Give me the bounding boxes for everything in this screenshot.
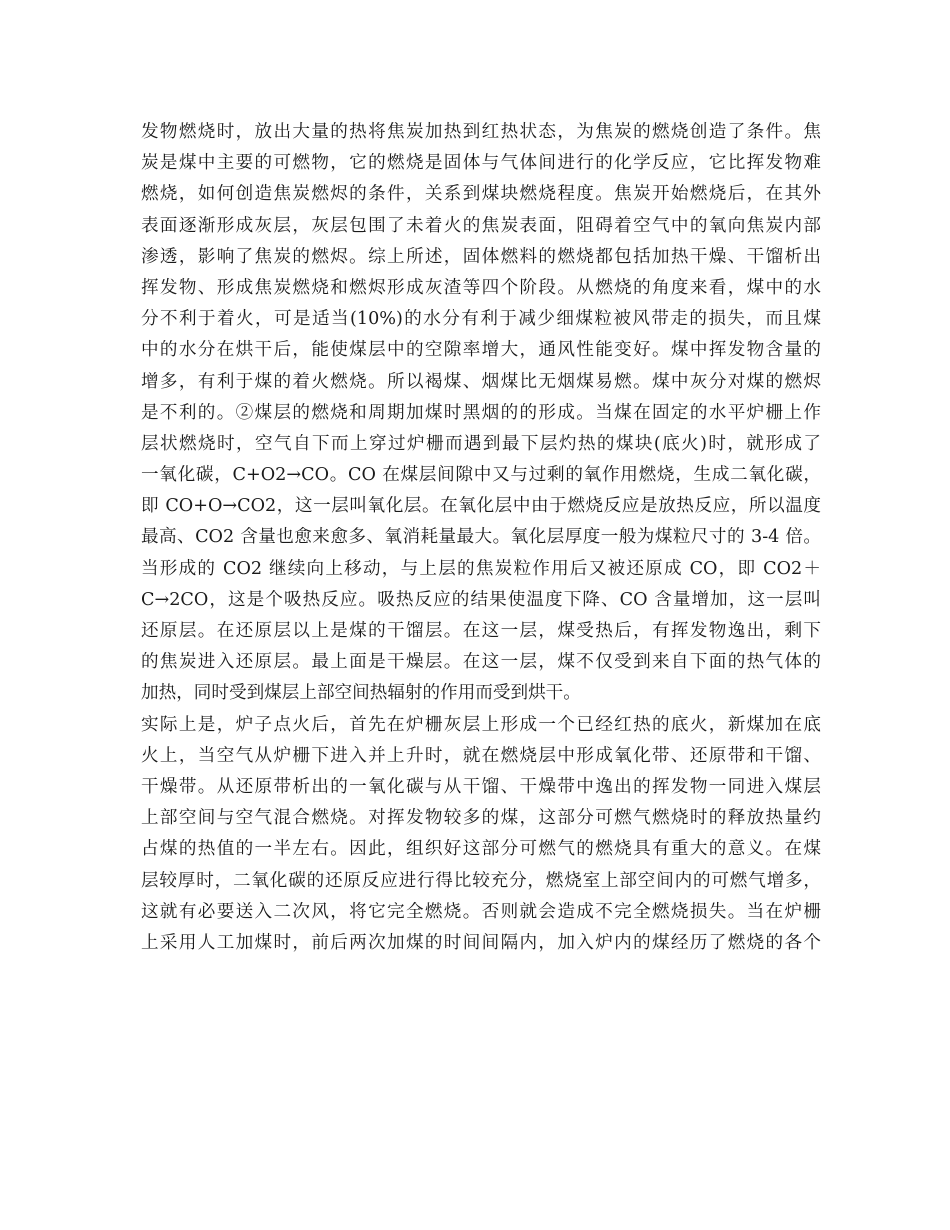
text-line: 火上，当空气从炉栅下进入并上升时，就在燃烧层中形成氧化带、还原带和干馏、 xyxy=(141,745,821,766)
text-line: 的焦炭进入还原层。最上面是干燥层。在这一层，煤不仅受到来自下面的热气体的 xyxy=(141,652,821,673)
text-line: C→2CO，这是个吸热反应。吸热反应的结果使温度下降、CO 含量增加，这一层叫 xyxy=(141,589,821,610)
text-line: 挥发物、形成焦炭燃烧和燃烬形成灰渣等四个阶段。从燃烧的角度来看，煤中的水 xyxy=(141,277,821,298)
text-line: 增多，有利于煤的着火燃烧。所以褐煤、烟煤比无烟煤易燃。煤中灰分对煤的燃烬 xyxy=(141,371,821,392)
text-line: 燃烧，如何创造焦炭燃烬的条件，关系到煤块燃烧程度。焦炭开始燃烧后，在其外 xyxy=(141,184,821,205)
text-line: 发物燃烧时，放出大量的热将焦炭加热到红热状态，为焦炭的燃烧创造了条件。焦 xyxy=(141,122,821,142)
text-line: 这就有必要送入二次风，将它完全燃烧。否则就会造成不完全燃烧损失。当在炉栅 xyxy=(141,901,821,922)
text-line: 最高、CO2 含量也愈来愈多、氧消耗量最大。氧化层厚度一般为煤粒尺寸的 3-4 倍。 xyxy=(141,527,821,548)
text-line: 层状燃烧时，空气自下而上穿过炉栅而遇到最下层灼热的煤块(底火)时，就形成了 xyxy=(141,433,821,454)
text-line: 上部空间与空气混合燃烧。对挥发物较多的煤，这部分可燃气燃烧时的释放热量约 xyxy=(141,808,821,829)
text-line: 炭是煤中主要的可燃物，它的燃烧是固体与气体间进行的化学反应，它比挥发物难 xyxy=(141,153,821,174)
text-line: 渗透，影响了焦炭的燃烬。综上所述，固体燃料的燃烧都包括加热干燥、干馏析出 xyxy=(141,246,821,267)
text-line: 实际上是，炉子点火后，首先在炉栅灰层上形成一个已经红热的底火，新煤加在底 xyxy=(141,714,821,735)
text-line: 上采用人工加煤时，前后两次加煤的时间间隔内，加入炉内的煤经历了燃烧的各个 xyxy=(141,932,821,953)
text-line: 即 CO+O→CO2，这一层叫氧化层。在氧化层中由于燃烧反应是放热反应，所以温度 xyxy=(141,496,821,517)
text-line: 一氧化碳，C+O2→CO。CO 在煤层间隙中又与过剩的氧作用燃烧，生成二氧化碳， xyxy=(141,465,821,486)
text-line: 表面逐渐形成灰层，灰层包围了未着火的焦炭表面，阻碍着空气中的氧向焦炭内部 xyxy=(141,215,821,236)
body-text xyxy=(141,117,821,959)
paragraph-1 xyxy=(141,117,821,710)
paragraph-2 xyxy=(141,710,821,960)
text-line: 干燥带。从还原带析出的一氧化碳与从干馏、干燥带中逸出的挥发物一同进入煤层 xyxy=(141,776,821,797)
text-line: 还原层。在还原层以上是煤的干馏层。在这一层，煤受热后，有挥发物逸出，剩下 xyxy=(141,621,821,641)
text-line: 中的水分在烘干后，能使煤层中的空隙率增大，通风性能变好。煤中挥发物含量的 xyxy=(141,340,821,361)
text-line: 层较厚时，二氧化碳的还原反应进行得比较充分，燃烧室上部空间内的可燃气增多， xyxy=(141,870,821,891)
text-line: 是不利的。②煤层的燃烧和周期加煤时黑烟的的形成。当煤在固定的水平炉栅上作 xyxy=(141,402,821,423)
text-line: 占煤的热值的一半左右。因此，组织好这部分可燃气的燃烧具有重大的意义。在煤 xyxy=(141,839,821,860)
text-line: 加热，同时受到煤层上部空间热辐射的作用而受到烘干。 xyxy=(141,683,581,704)
text-line: 当形成的 CO2 继续向上移动，与上层的焦炭粒作用后又被还原成 CO，即 CO2＋ xyxy=(141,558,821,579)
text-line: 分不利于着火，可是适当(10%)的水分有利于减少细煤粒被风带走的损失，而且煤 xyxy=(141,309,821,330)
